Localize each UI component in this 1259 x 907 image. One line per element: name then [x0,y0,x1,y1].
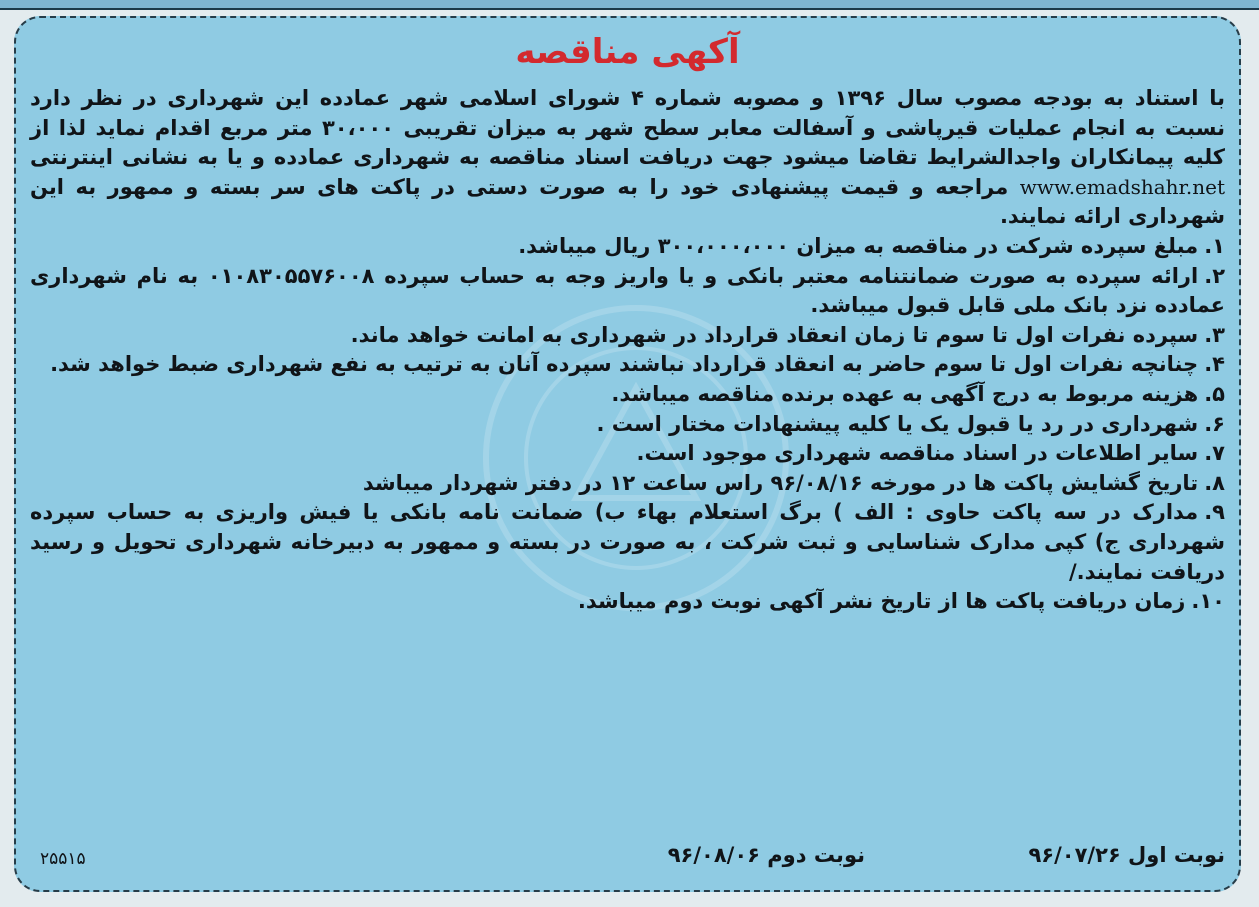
list-item-text: مبلغ سپرده شرکت در مناقصه به میزان ۳۰۰،۰۰۰،۰۰۰ ریال میباشد. [518,233,1199,258]
intro-paragraph [30,84,1225,232]
intro-text-continued: مراجعه و قیمت پیشنهادی خود را به صورت دستی در پاکت های سر بسته و ممهور به این شهرداری ارائه نمایند. [30,174,1225,229]
list-item [30,410,1225,440]
list-item [30,232,1225,262]
list-item-text: تاریخ گشایش پاکت ها در مورخه ۹۶/۰۸/۱۶ راس ساعت ۱۲ در دفتر شهردار میباشد [362,470,1199,495]
list-item [30,587,1225,617]
list-item-number: ۴. [1204,352,1225,377]
list-item-number: ۳. [1204,322,1225,347]
list-item [30,321,1225,351]
website-link[interactable]: www.emadshahr.net [1019,174,1226,199]
list-item-text: سپرده نفرات اول تا سوم تا زمان انعقاد قرارداد در شهرداری به امانت خواهد ماند. [350,322,1199,347]
list-item-text: زمان دریافت پاکت ها از تاریخ نشر آکهی نوبت دوم میباشد. [577,589,1186,614]
notice-code: ۲۵۵۱۵ [40,849,86,869]
top-rule [0,0,1259,10]
list-item [30,262,1225,321]
list-item-number: ۲. [1204,263,1226,288]
list-item-number: ۵. [1204,381,1225,406]
notice-title: آکهی مناقصه [515,32,740,72]
list-item-number: ۷. [1204,441,1225,466]
list-item [30,380,1225,410]
list-item-text: چنانچه نفرات اول تا سوم حاضر به انعقاد قرارداد نباشند سپرده آنان به ترتیب به نفع شهرداری ضبط خواهد شد. [50,352,1199,377]
list-item-number: ۸. [1204,470,1225,495]
round-one-date: نوبت اول ۹۶/۰۷/۲۶ [1028,843,1225,867]
list-item-text: سایر اطلاعات در اسناد مناقصه شهرداری موجود است. [636,441,1199,466]
list-item [30,350,1225,380]
tender-notice-box [14,16,1241,892]
list-item-number: ۶. [1204,411,1225,436]
list-item-text: شهرداری در رد یا قبول یک یا کلیه پیشنهادات مختار است . [596,411,1199,436]
list-item-number: ۹. [1204,500,1225,525]
notice-content [30,26,1225,882]
list-item-number: ۱۰. [1191,589,1225,614]
publication-dates [30,838,1225,872]
round-two-date: نوبت دوم ۹۶/۰۸/۰۶ [667,843,865,867]
list-item [30,498,1225,587]
list-item-text: هزینه مربوط به درج آگهی به عهده برنده مناقصه میباشد. [611,381,1199,406]
list-item-text: ارائه سپرده به صورت ضمانتنامه معتبر بانکی و یا واریز وجه به حساب سپرده ۰۱۰۸۳۰۵۵۷۶۰۰۸ به نام شهرداری عمادده نزد بانک ملی قابل قبول میباشد. [30,263,1225,318]
list-item [30,439,1225,469]
list-item [30,469,1225,499]
intro-text: با استناد به بودجه مصوب سال ۱۳۹۶ و مصوبه شماره ۴ شورای اسلامی شهر عمادده این شهرداری در نظر دارد نسبت به انجام عملیات قیرپاشی و آسفالت معابر سطح شهر به میزان تقریبی ۳۰،۰۰۰ متر مربع اقدام نماید لذا از کلیه پیمانکاران واجدالشرایط تقاضا میشود جهت دریافت اسناد مناقصه به شهرداری عمادده و یا به نشانی اینترنتی [30,86,1225,170]
list-item-text: مدارک در سه پاکت حاوی : الف ) برگ استعلام بهاء ب) ضمانت نامه بانکی یا فیش واریزی به حساب سپرده شهرداری ج) کپی مدارک شناسایی و ثبت شرکت ، به صورت در بسته و ممهور به دبیرخانه شهرداری تحویل و رسید دریافت نمایند./ [30,500,1225,584]
list-item-number: ۱. [1204,233,1225,258]
